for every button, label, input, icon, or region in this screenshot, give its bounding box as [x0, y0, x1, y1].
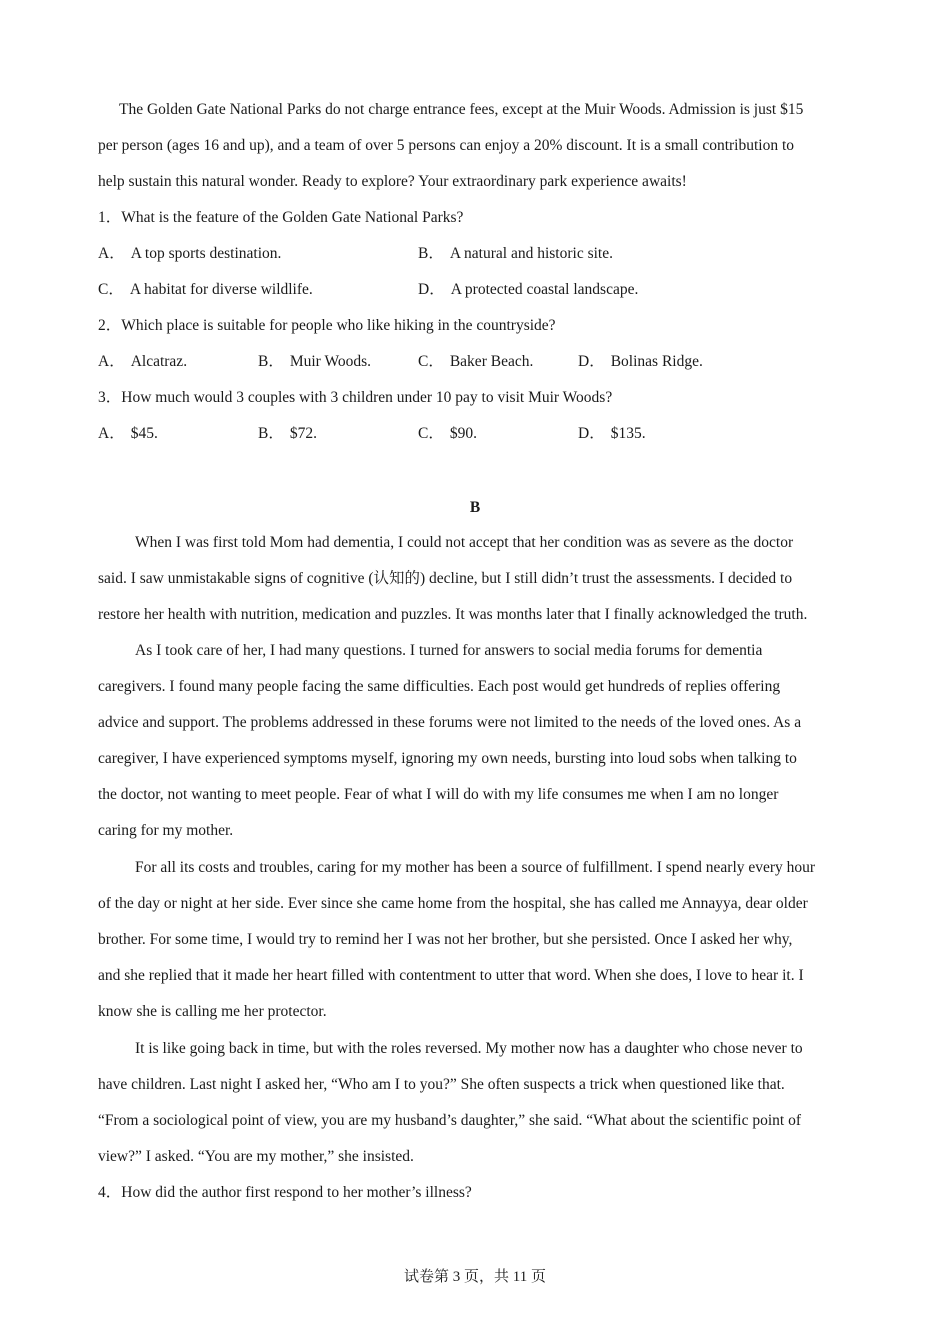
- text-line: help sustain this natural wonder. Ready to explore? Your extraordinary park experience awaits!: [98, 173, 687, 190]
- option-letter: A．: [98, 245, 125, 262]
- text-line: For all its costs and troubles, caring for my mother has been a source of fulfillment. I spend nearly every hour: [135, 859, 816, 876]
- question-2-options: [98, 344, 850, 380]
- option-text: Alcatraz.: [130, 353, 188, 370]
- page-footer: 试卷第 3 页，共 11 页: [404, 1269, 546, 1285]
- passage-b-paragraph-3: [98, 850, 850, 1030]
- passage-b-paragraph-1: [98, 525, 850, 633]
- option-text: A habitat for diverse wildlife.: [129, 281, 313, 298]
- section-b-heading: B: [469, 499, 481, 516]
- question-3-options: [98, 416, 850, 452]
- passage-b-paragraph-4: [98, 1031, 850, 1175]
- text-line: caregivers. I found many people facing the same difficulties. Each post would get hundreds of replies offering: [98, 678, 781, 695]
- option-letter: C．: [418, 353, 444, 370]
- option-letter: B．: [258, 353, 284, 370]
- option-letter: C．: [418, 425, 444, 442]
- option-letter: B．: [418, 245, 444, 262]
- text-line: and she replied that it made her heart filled with contentment to utter that word. When she does, I love to hear it. I: [98, 967, 804, 984]
- option-letter: A．: [98, 425, 125, 442]
- option-b[interactable]: [258, 416, 317, 452]
- option-text: $135.: [610, 425, 646, 442]
- text-line: When I was first told Mom had dementia, I could not accept that her condition was as severe as the doctor: [135, 534, 794, 551]
- option-c[interactable]: [418, 344, 533, 380]
- text-line: brother. For some time, I would try to remind her I was not her brother, but she persisted. Once I asked her why,: [98, 931, 793, 948]
- option-text: A top sports destination.: [130, 245, 282, 262]
- option-text: A protected coastal landscape.: [450, 281, 639, 298]
- option-a[interactable]: [98, 416, 158, 452]
- option-text: Bolinas Ridge.: [610, 353, 703, 370]
- option-text: $45.: [130, 425, 158, 442]
- text-line: have children. Last night I asked her, “Who am I to you?” She often suspects a trick when questioned like that.: [98, 1076, 785, 1093]
- text-line: caring for my mother.: [98, 822, 234, 839]
- option-text: $90.: [449, 425, 477, 442]
- text-line: know she is calling me her protector.: [98, 1003, 327, 1020]
- option-text: A natural and historic site.: [449, 245, 613, 262]
- text-line: caregiver, I have experienced symptoms myself, ignoring my own needs, bursting into loud sobs when talking to: [98, 750, 797, 767]
- text-line: of the day or night at her side. Ever since she came home from the hospital, she has called me Annayya, dear older: [98, 895, 808, 912]
- option-b[interactable]: [258, 344, 371, 380]
- option-text: $72.: [289, 425, 317, 442]
- option-c[interactable]: [418, 416, 477, 452]
- option-letter: B．: [258, 425, 284, 442]
- text-line: The Golden Gate National Parks do not charge entrance fees, except at the Muir Woods. Admission is just $15: [119, 101, 804, 118]
- option-text: Muir Woods.: [289, 353, 371, 370]
- option-a[interactable]: [98, 344, 187, 380]
- text-line: It is like going back in time, but with the roles reversed. My mother now has a daughter who chose never to: [135, 1040, 803, 1057]
- option-a[interactable]: [98, 236, 281, 272]
- text-line: As I took care of her, I had many questions. I turned for answers to social media forums for dementia: [135, 642, 763, 659]
- text-line: per person (ages 16 and up), and a team of over 5 persons can enjoy a 20% discount. It is a small contribution to: [98, 137, 795, 154]
- text-line: advice and support. The problems addressed in these forums were not limited to the needs of the loved ones. As a: [98, 714, 802, 731]
- question-1-options-row2: [98, 272, 850, 308]
- option-b[interactable]: [418, 236, 613, 272]
- text-line: the doctor, not wanting to meet people. Fear of what I will do with my life consumes me when I am no longer: [98, 786, 779, 803]
- text-line: view?” I asked. “You are my mother,” she insisted.: [98, 1148, 414, 1165]
- intro-paragraph: [98, 92, 850, 200]
- text-line: “From a sociological point of view, you are my husband’s daughter,” she said. “What about the scientific point of: [98, 1112, 802, 1129]
- option-c[interactable]: [98, 272, 313, 308]
- option-text: Baker Beach.: [449, 353, 534, 370]
- option-letter: A．: [98, 353, 125, 370]
- question-1-options: [98, 236, 850, 272]
- text-line: restore her health with nutrition, medication and puzzles. It was months later that I finally acknowledged the truth.: [98, 606, 808, 623]
- passage-b-paragraph-2: [98, 633, 850, 849]
- option-letter: C．: [98, 281, 124, 298]
- option-letter: D．: [578, 425, 605, 442]
- question-4-stem: 4．How did the author first respond to her mother’s illness?: [98, 1184, 472, 1201]
- option-letter: D．: [578, 353, 605, 370]
- question-2-stem: 2．Which place is suitable for people who like hiking in the countryside?: [98, 317, 556, 334]
- question-1-stem: 1．What is the feature of the Golden Gate National Parks?: [98, 209, 464, 226]
- text-line: said. I saw unmistakable signs of cognitive (认知的) decline, but I still didn’t trust the assessments. I decided to: [98, 570, 793, 587]
- question-3-stem: 3．How much would 3 couples with 3 children under 10 pay to visit Muir Woods?: [98, 389, 613, 406]
- option-letter: D．: [418, 281, 445, 298]
- option-d[interactable]: [418, 272, 638, 308]
- option-d[interactable]: [578, 416, 646, 452]
- option-d[interactable]: [578, 344, 703, 380]
